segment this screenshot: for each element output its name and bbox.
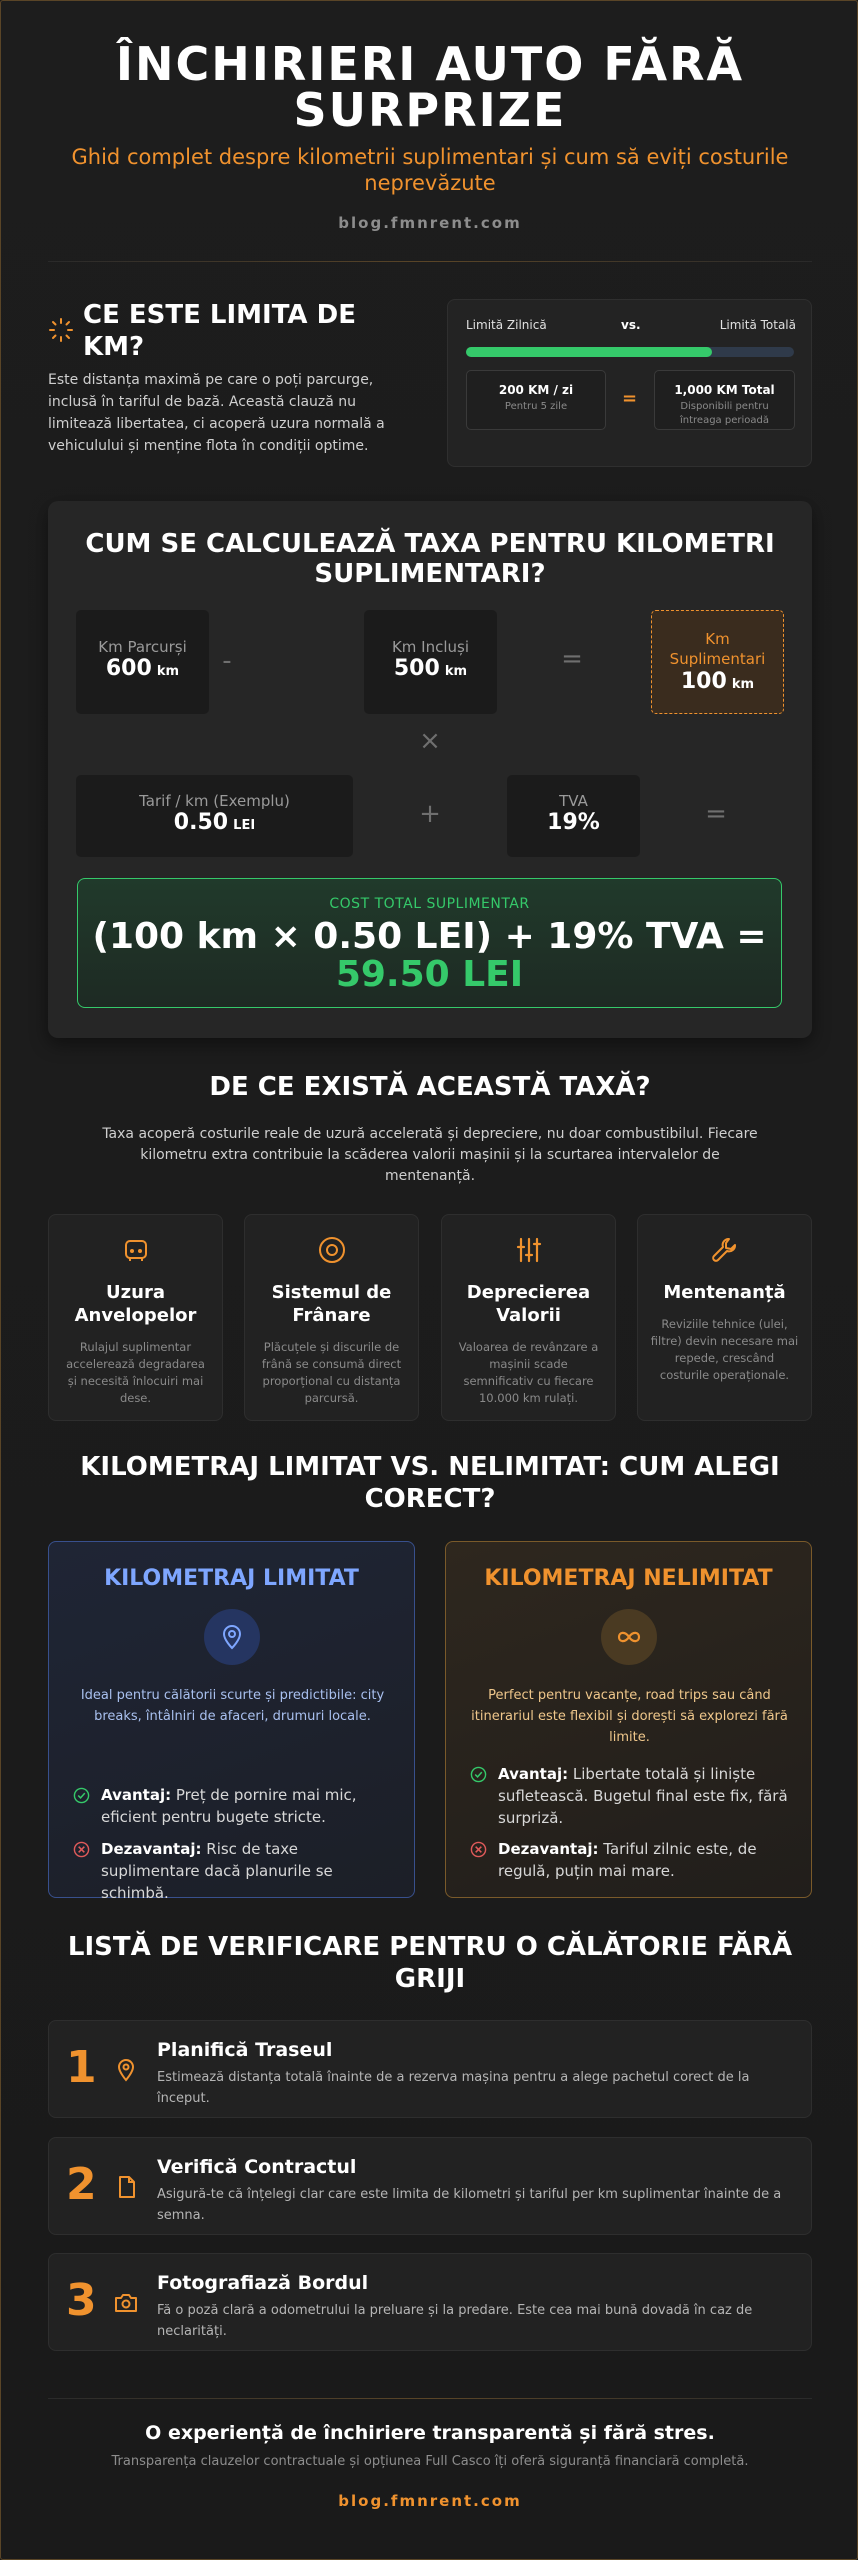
km-included-unit: km: [444, 664, 468, 679]
checklist-number: 1: [66, 2042, 97, 2093]
total-cost-label: COST TOTAL SUPLIMENTAR: [329, 896, 530, 912]
con-label: Dezavantaj:: [101, 1840, 202, 1858]
calculation-card: [48, 501, 812, 1038]
section-title-calc: CUM SE CALCULEAZĂ TAXA PENTRU KILOMETRI SUPLIMENTARI?: [85, 529, 775, 589]
limited-con: [73, 1838, 393, 1904]
pro-text: Libertate totală și liniște sufletească. Bugetul final este fix, fără surpriză.: [498, 1765, 788, 1827]
page-subtitle: Ghid complet despre kilometrii suplimentari și cum să eviți costurile neprevăzute: [71, 145, 789, 195]
reason-title: Mentenanță: [663, 1282, 786, 1303]
document-icon: [113, 2174, 139, 2200]
km-extra-value: 100: [680, 669, 727, 694]
limited-pro: [73, 1784, 393, 1828]
footer-blog-link[interactable]: blog.fmnrent.com: [338, 2492, 522, 2510]
pro-label: Avantaj:: [101, 1786, 172, 1804]
reason-title: Deprecierea Valorii: [466, 1282, 591, 1326]
divider: [48, 261, 812, 262]
footer-subtitle: Transparența clauzelor contractuale și opțiunea Full Casco îți oferă siguranță financiară completă.: [111, 2454, 749, 2469]
camera-icon: [113, 2290, 139, 2316]
vs-label: vs.: [621, 318, 641, 332]
total-limit-value: 1,000 KM Total: [674, 383, 775, 397]
limited-icon-circle: [204, 1609, 260, 1665]
vat-value: 19%: [547, 810, 600, 835]
check-circle-icon: [73, 1787, 90, 1804]
checklist-title: Planifică Traseul: [157, 2039, 333, 2061]
unlimited-con: [470, 1838, 790, 1882]
unlimited-mileage-card: [445, 1541, 812, 1898]
checklist-number: 3: [66, 2275, 97, 2326]
rate-unit: LEI: [233, 818, 256, 833]
plus-operator: +: [419, 799, 441, 829]
vat-label: TVA: [559, 792, 588, 810]
rate-label: Tarif / km (Exemplu): [139, 792, 290, 810]
checklist-title: Fotografiază Bordul: [157, 2272, 369, 2294]
equals-operator: =: [561, 644, 583, 674]
chart-bars-icon: [514, 1235, 544, 1265]
km-driven-label: Km Parcurși: [98, 638, 187, 656]
total-cost-result: 59.50 LEI: [335, 954, 524, 995]
tire-icon: [121, 1235, 151, 1265]
pro-label: Avantaj:: [498, 1765, 569, 1783]
minus-operator: -: [222, 646, 232, 676]
map-pin-icon: [113, 2057, 139, 2083]
equals-operator-2: =: [705, 799, 727, 829]
daily-limit-box: [466, 370, 606, 430]
reason-card-depreciation: [441, 1214, 616, 1421]
checklist-text: Estimează distanța totală înainte de a rezerva mașina pentru a alege pachetul corect de la început.: [157, 2070, 750, 2106]
rate-box: [76, 775, 353, 857]
equals-sign: =: [622, 388, 638, 409]
km-driven-value: 600: [105, 656, 152, 681]
limited-title: KILOMETRAJ LIMITAT: [104, 1566, 359, 1591]
section-title-checklist: LISTĂ DE VERIFICARE PENTRU O CĂLĂTORIE FĂRĂ GRIJI: [67, 1932, 793, 1994]
reason-text: Rulajul suplimentar accelerează degradarea și necesită înlocuiri mai dese.: [66, 1340, 205, 1405]
checklist-item: [48, 2137, 812, 2235]
reason-text: Reviziile tehnice (ulei, filtre) devin necesare mai repede, crescând costurile operaționale.: [650, 1317, 799, 1382]
total-limit-box: [654, 370, 795, 430]
brake-disc-icon: [317, 1235, 347, 1265]
km-included-box: [364, 610, 497, 714]
km-driven-unit: km: [156, 664, 180, 679]
section-text-why: Taxa acoperă costurile reale de uzură accelerată și depreciere, nu doar combustibilul. Fiecare kilometru extra contribuie la scăderea valorii mașinii și la scurtarea intervalelor de mentenanță.: [102, 1126, 758, 1184]
times-operator: ×: [419, 726, 441, 756]
reason-card-maintenance: [637, 1214, 812, 1421]
checklist-text: Fă o poză clară a odometrului la preluare și la predare. Este cea mai bună dovadă în caz de neclarități.: [157, 2303, 753, 2339]
total-limit-label: Limită Totală: [719, 318, 796, 332]
daily-limit-sub: Pentru 5 zile: [504, 401, 568, 412]
daily-limit-label: Limită Zilnică: [466, 318, 547, 332]
blog-link[interactable]: blog.fmnrent.com: [338, 214, 522, 232]
vat-box: [507, 775, 640, 857]
limit-progress-fill: [466, 347, 712, 357]
total-cost-box: [77, 878, 782, 1008]
unlimited-desc: Perfect pentru vacanțe, road trips sau când itinerariul este flexibil și dorești să explorezi fără limite.: [471, 1688, 788, 1745]
checklist-title: Verifică Contractul: [157, 2156, 357, 2178]
unlimited-pro: [470, 1763, 790, 1829]
section-title-why: DE CE EXISTĂ ACEASTĂ TAXĂ?: [209, 1072, 651, 1102]
limited-desc: Ideal pentru călătorii scurte și predictibile: city breaks, întâlniri de afaceri, drumuri locale.: [80, 1688, 385, 1724]
con-label: Dezavantaj:: [498, 1840, 599, 1858]
loader-icon: [48, 317, 74, 343]
checklist-number: 2: [66, 2159, 97, 2210]
reason-title: Sistemul de Frânare: [271, 1282, 392, 1326]
reason-card-brakes: [244, 1214, 419, 1421]
divider: [48, 2398, 812, 2399]
total-cost-formula: (100 km × 0.50 LEI) + 19% TVA =: [92, 916, 767, 957]
pro-text: Preț de pornire mai mic, eficient pentru bugete stricte.: [101, 1786, 357, 1826]
km-driven-box: [76, 610, 209, 714]
limited-mileage-card: [48, 1541, 415, 1902]
con-text: Tariful zilnic este, de regulă, puțin mai mare.: [498, 1840, 757, 1880]
check-circle-icon: [470, 1766, 487, 1783]
daily-limit-value: 200 KM / zi: [498, 383, 574, 397]
checklist-item: [48, 2253, 812, 2351]
section-text-limit: Este distanța maximă pe care o poți parcurge, inclusă în tariful de bază. Această clauză nu limitează libertatea, ci acoperă uzura normală a vehiculului și menține flota în condiții optime.: [48, 372, 385, 454]
km-included-label: Km Incluși: [391, 638, 470, 656]
wrench-icon: [710, 1235, 740, 1265]
page-title: ÎNCHIRIERI AUTO FĂRĂ SURPRIZE: [115, 37, 745, 137]
unlimited-icon-circle: [601, 1609, 657, 1665]
reason-text: Plăcuțele și discurile de frână se consumă direct proporțional cu distanța parcursă.: [261, 1340, 402, 1405]
section-title-compare: KILOMETRAJ LIMITAT VS. NELIMITAT: CUM ALEGI CORECT?: [80, 1452, 780, 1514]
con-text: Risc de taxe suplimentare dacă planurile se schimbă.: [101, 1840, 333, 1902]
section-title-limit: CE ESTE LIMITA DE KM?: [83, 300, 356, 362]
reason-text: Valoarea de revânzare a mașinii scade semnificativ cu fiecare 10.000 km rulați.: [458, 1340, 599, 1405]
checklist-text: Asigură-te că înțelegi clar care este limita de kilometri și tariful per km suplimentar înainte de a semna.: [157, 2187, 782, 2223]
reason-title: Uzura Anvelopelor: [74, 1282, 197, 1326]
x-circle-icon: [73, 1841, 90, 1858]
checklist-item: [48, 2020, 812, 2118]
infinity-icon: [615, 1623, 643, 1651]
unlimited-title: KILOMETRAJ NELIMITAT: [484, 1566, 773, 1591]
reason-card-tires: [48, 1214, 223, 1421]
footer-title: O experiență de închiriere transparentă și fără stres.: [145, 2422, 715, 2444]
km-included-value: 500: [393, 656, 440, 681]
map-pin-icon: [218, 1623, 246, 1651]
limit-card: [447, 299, 812, 467]
limit-progress-bar: [466, 347, 794, 357]
km-extra-unit: km: [731, 677, 755, 692]
rate-value: 0.50: [173, 810, 229, 835]
x-circle-icon: [470, 1841, 487, 1858]
km-extra-label: Km Suplimentari: [669, 630, 766, 668]
km-extra-box: [651, 610, 784, 714]
total-limit-sub: Disponibili pentru întreaga perioadă: [680, 401, 769, 426]
